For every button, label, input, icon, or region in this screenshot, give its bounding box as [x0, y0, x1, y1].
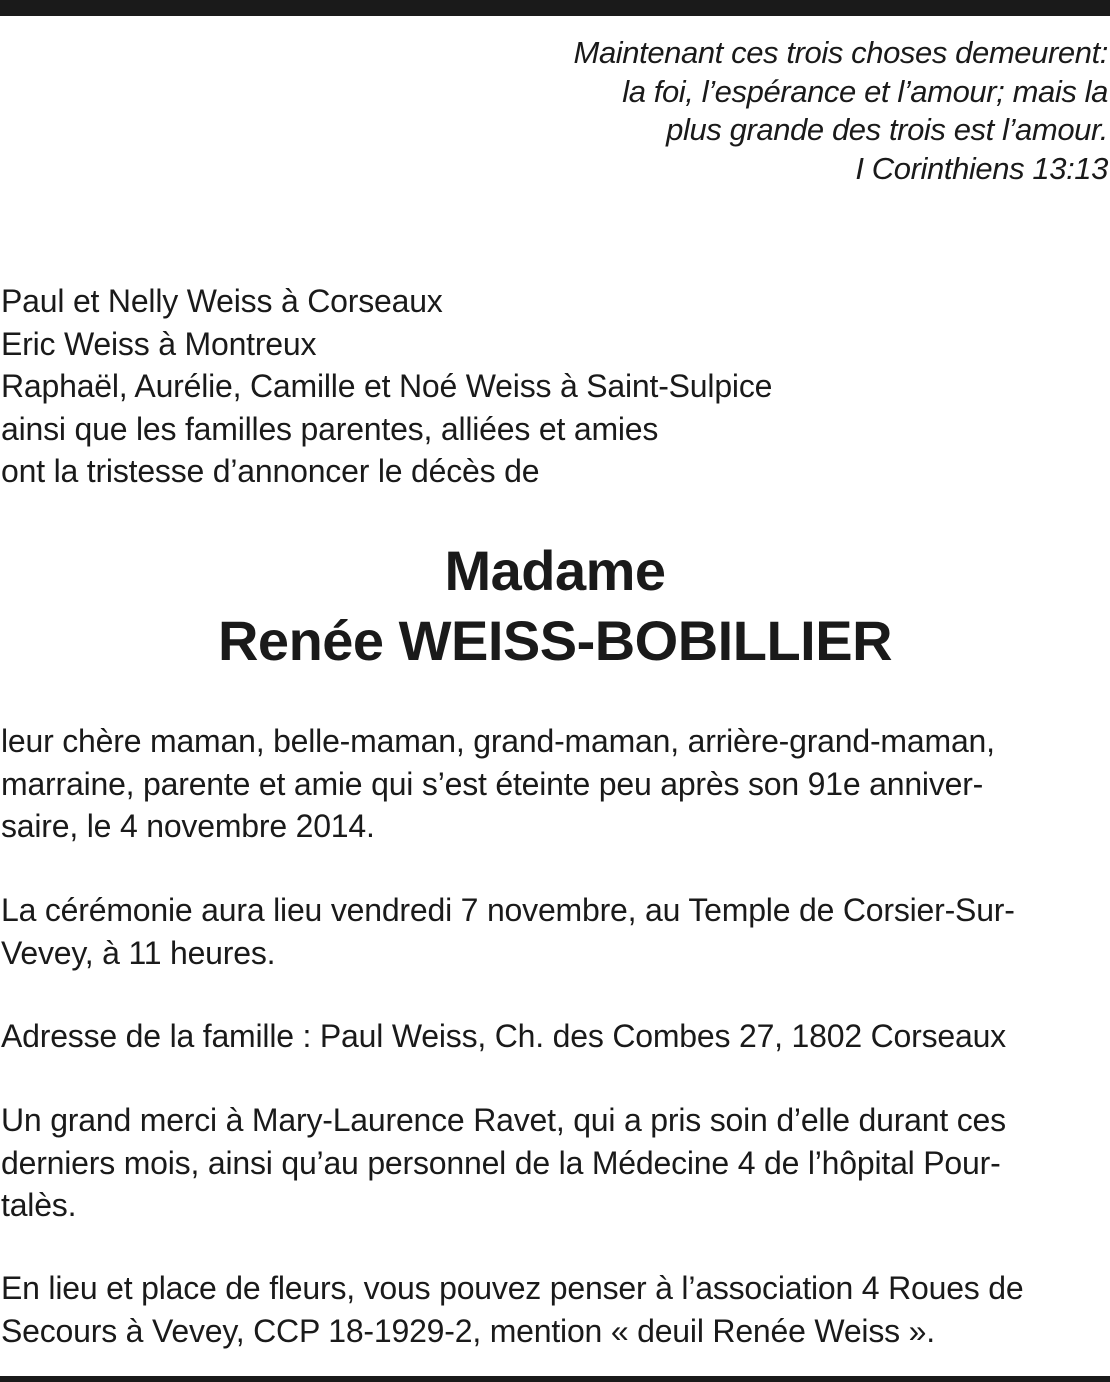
paragraph-line: La cérémonie aura lieu vendredi 7 novembre, au Temple de Corsier-Sur- [1, 892, 1015, 928]
announcer-line: ont la tristesse d’annoncer le décès de [1, 453, 540, 489]
paragraph-line: talès. [1, 1187, 77, 1223]
bible-verse [408, 34, 1108, 188]
announcer-line: Raphaël, Aurélie, Camille et Noé Weiss à Saint-Sulpice [1, 368, 773, 404]
verse-line: Maintenant ces trois choses demeurent: [573, 35, 1108, 70]
paragraph-line: Secours à Vevey, CCP 18-1929-2, mention « deuil Renée Weiss ». [1, 1312, 935, 1349]
paragraph-line: saire, le 4 novembre 2014. [1, 808, 375, 844]
paragraph-line: Adresse de la famille : Paul Weiss, Ch. des Combes 27, 1802 Corseaux [1, 1018, 1006, 1054]
verse-line: la foi, l’espérance et l’amour; mais la [622, 73, 1108, 109]
paragraph-line: Un grand merci à Mary-Laurence Ravet, qui a pris soin d’elle durant ces [1, 1102, 1006, 1138]
verse-reference: I Corinthiens 13:13 [855, 150, 1108, 186]
paragraph-line: leur chère maman, belle-maman, grand-maman, arrière-grand-maman, [1, 723, 995, 759]
paragraph-line: marraine, parente et amie qui s’est éteinte peu après son 91e anniver- [1, 765, 984, 802]
thanks-paragraph [1, 1099, 1106, 1227]
donation-paragraph [1, 1267, 1106, 1352]
paragraph-line: En lieu et place de fleurs, vous pouvez penser à l’association 4 Roues de [1, 1270, 1024, 1306]
bottom-rule [0, 1376, 1110, 1382]
deceased-name: Renée WEISS-BOBILLIER [217, 609, 893, 672]
description-paragraph [1, 720, 1106, 848]
announcer-line: Paul et Nelly Weiss à Corseaux [1, 283, 443, 319]
paragraph-line: derniers mois, ainsi qu’au personnel de la Médecine 4 de l’hôpital Pour- [1, 1144, 1001, 1181]
top-rule [0, 0, 1110, 16]
deceased-title: Madame [444, 539, 666, 602]
ceremony-paragraph [1, 889, 1106, 974]
deceased-name-heading [0, 536, 1110, 676]
announcer-line: ainsi que les familles parentes, alliées et amies [1, 410, 659, 447]
announcer-line: Eric Weiss à Montreux [1, 325, 317, 362]
announcers-block [1, 280, 1101, 493]
verse-line: plus grande des trois est l’amour. [666, 112, 1108, 147]
paragraph-line: Vevey, à 11 heures. [1, 934, 276, 971]
address-paragraph [1, 1015, 1106, 1058]
